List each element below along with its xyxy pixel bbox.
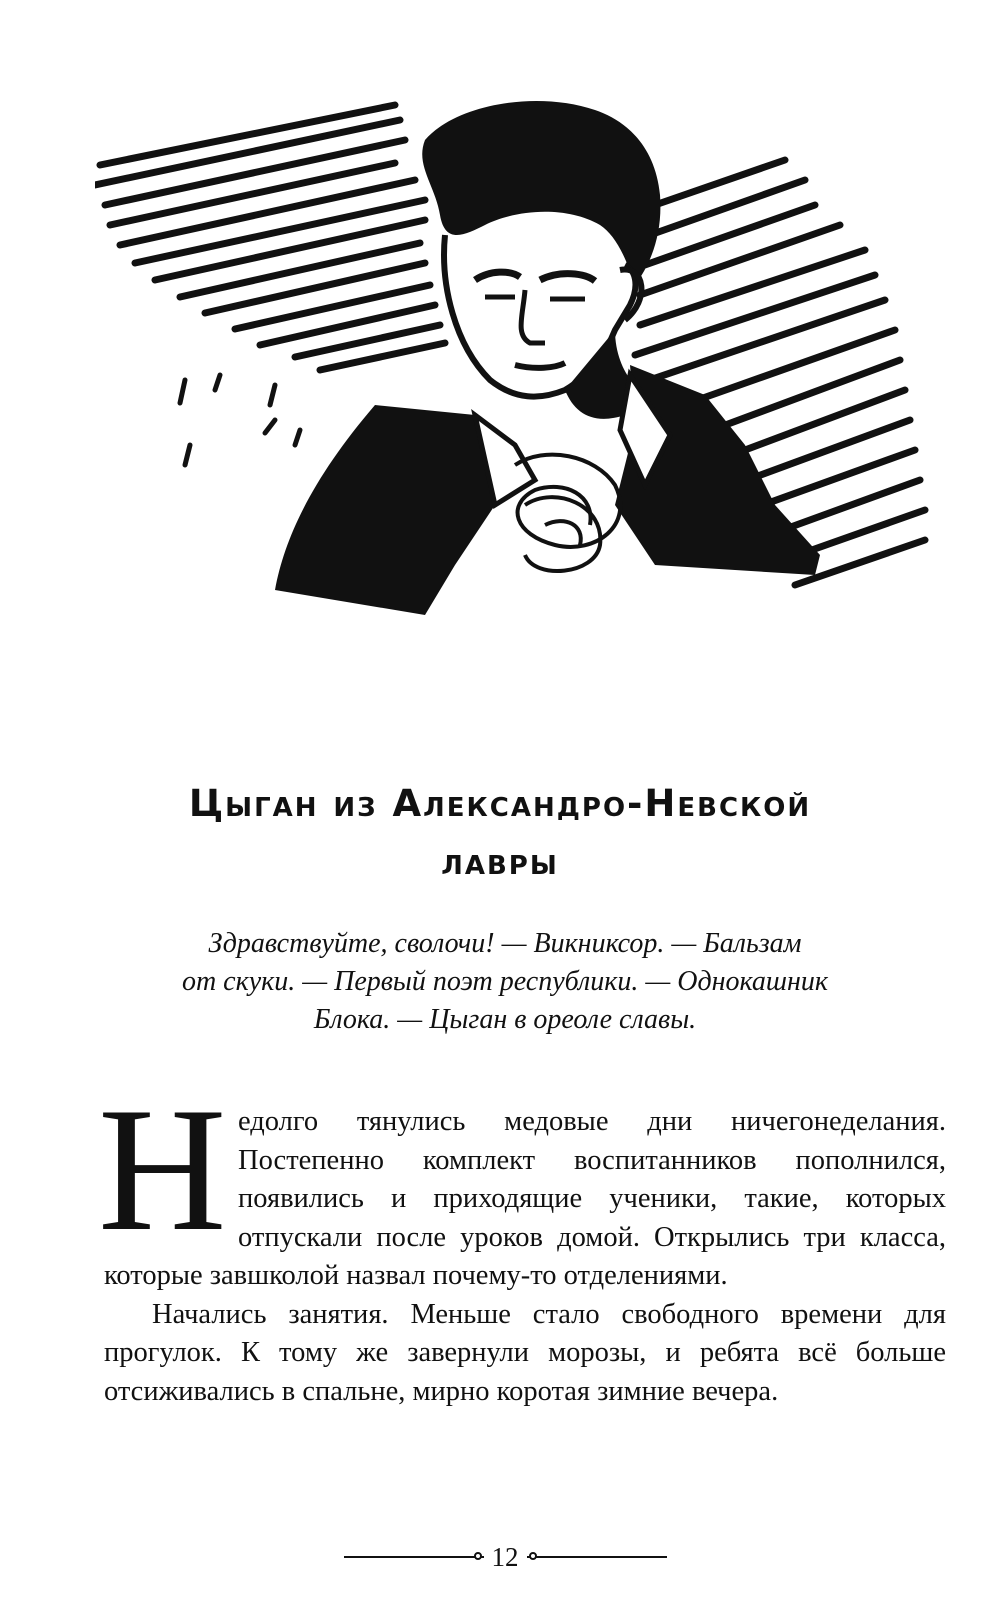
drop-cap: Н xyxy=(98,1070,227,1268)
portrait-drawing xyxy=(95,85,935,625)
ornament-dot xyxy=(529,1552,537,1560)
ornament-rule-left xyxy=(344,1556,484,1558)
page-footer xyxy=(340,1537,670,1577)
paragraph-text: едолго тянулись медовые дни ничегонеделания. Постепенно комплект воспитанников пополнился, появились и приходящие ученики, такие, которых отпускали после уроков домой. Открылись три класса, которые завшколой назвал почему-то отделениями. xyxy=(104,1106,946,1291)
epigraph-line: от скуки. — Первый поэт республики. — Однокашник xyxy=(181,966,829,997)
paragraph: Начались занятия. Меньше стало свободного времени для прогулок. К тому же завернули морозы, и ребята всё больше отсиживались в спальне, мирно коротая зимние вечера. xyxy=(104,1298,946,1407)
page-number: 12 xyxy=(491,1541,519,1572)
chapter-title xyxy=(60,775,940,891)
epigraph xyxy=(100,925,910,1039)
paragraph xyxy=(98,1070,946,1296)
chapter-title-line2: лавры xyxy=(441,840,559,883)
epigraph-line: Блока. — Цыган в ореоле славы. xyxy=(313,1004,697,1035)
chapter-title-line1: Цыган из Александро-Невской xyxy=(188,782,812,825)
body-text xyxy=(98,1070,946,1411)
ornament-dot xyxy=(474,1552,482,1560)
ornament-rule-right xyxy=(527,1556,667,1558)
portrait-illustration xyxy=(95,85,935,625)
epigraph-line: Здравствуйте, сволочи! — Викниксор. — Бальзам xyxy=(208,928,802,959)
